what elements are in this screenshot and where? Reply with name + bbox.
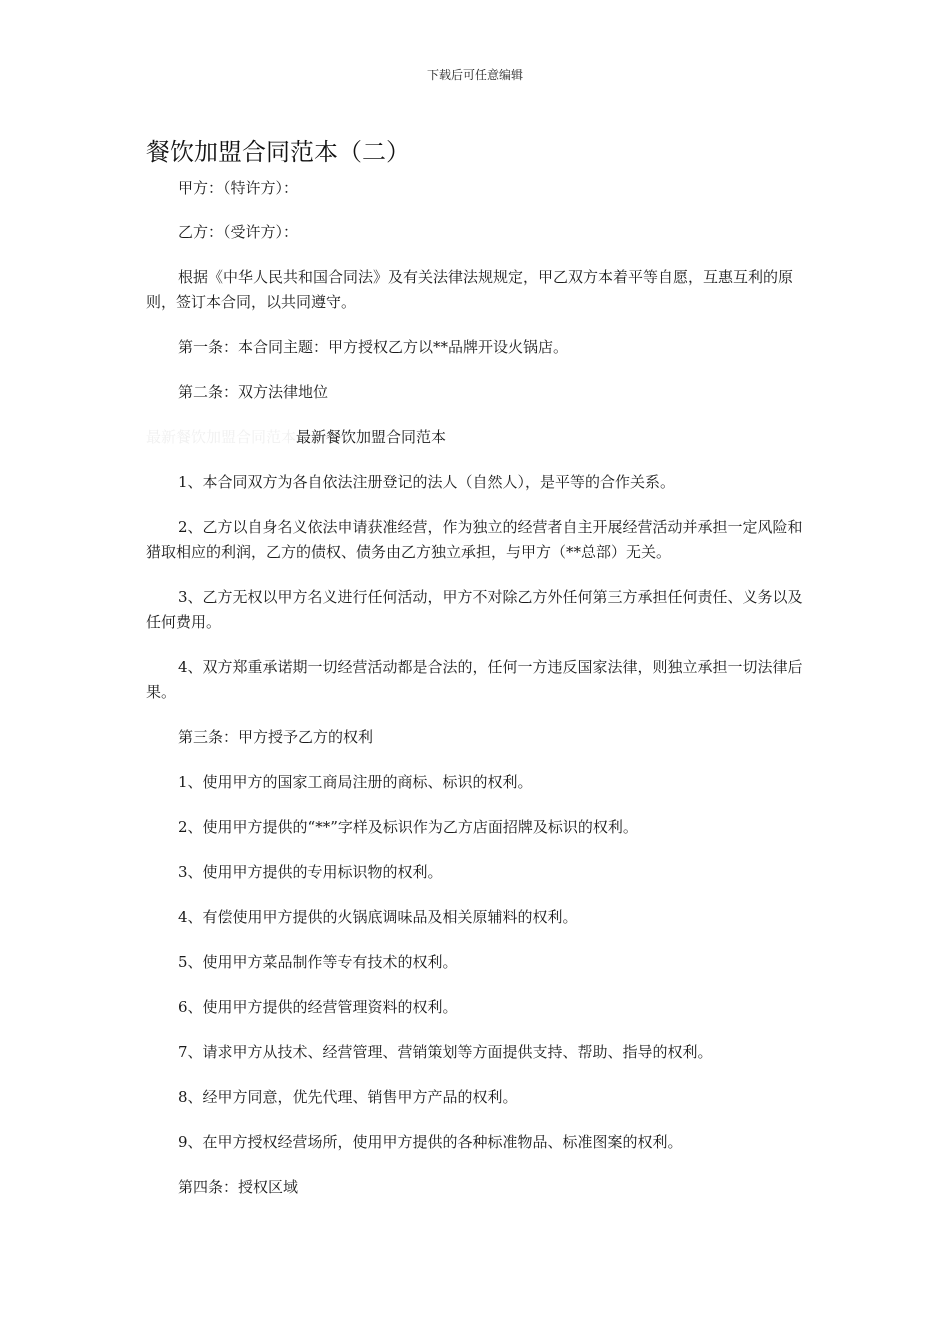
header-note: 下载后可任意编辑 [426,68,523,82]
document-title: 餐饮加盟合同范本（二） [146,138,410,166]
article-2-item-2: 2、乙方以自身名义依法申请获准经营，作为独立的经营者自主开展经营活动并承担一定风险和猎取相应的利润，乙方的债权、债务由乙方独立承担，与甲方（**总部）无关。 [146,518,803,561]
article-2-item-1: 1、本合同双方为各自依法注册登记的法人（自然人），是平等的合作关系。 [178,473,676,491]
article-3-item-3: 3、使用甲方提供的专用标识物的权利。 [178,863,443,881]
article-2-item-4: 4、双方郑重承诺期一切经营活动都是合法的，任何一方违反国家法律，则独立承担一切法律后果。 [146,658,803,701]
article-3-item-4: 4、有偿使用甲方提供的火锅底调味品及相关原辅料的权利。 [178,908,578,926]
article-2-heading: 第二条：双方法律地位 [178,383,329,401]
subtitle: 最新餐饮加盟合同范本 [296,428,447,446]
article-4-heading: 第四条：授权区域 [178,1178,299,1196]
article-3-heading: 第三条：甲方授予乙方的权利 [178,728,374,746]
watermark-text: 最新餐饮加盟合同范本 [146,428,297,446]
article-3-item-9: 9、在甲方授权经营场所，使用甲方提供的各种标准物品、标准图案的权利。 [178,1133,683,1151]
article-1: 第一条：本合同主题：甲方授权乙方以**品牌开设火锅店。 [178,338,569,356]
intro-paragraph: 根据《中华人民共和国合同法》及有关法律法规规定，甲乙双方本着平等自愿，互惠互利的原则，签订本合同，以共同遵守。 [146,268,794,311]
party-a-line: 甲方：（特许方）： [178,179,299,197]
article-3-item-2: 2、使用甲方提供的“**”字样及标识作为乙方店面招牌及标识的权利。 [178,818,638,836]
article-2-item-3: 3、乙方无权以甲方名义进行任何活动，甲方不对除乙方外任何第三方承担任何责任、义务以及任何费用。 [146,588,803,631]
party-b-line: 乙方：（受许方）： [178,223,299,241]
article-3-item-6: 6、使用甲方提供的经营管理资料的权利。 [178,998,458,1016]
article-3-item-5: 5、使用甲方菜品制作等专有技术的权利。 [178,953,458,971]
article-3-item-8: 8、经甲方同意，优先代理、销售甲方产品的权利。 [178,1088,518,1106]
subtitle-line [146,425,808,450]
article-3-item-7: 7、请求甲方从技术、经营管理、营销策划等方面提供支持、帮助、指导的权利。 [178,1043,713,1061]
article-3-item-1: 1、使用甲方的国家工商局注册的商标、标识的权利。 [178,773,533,791]
